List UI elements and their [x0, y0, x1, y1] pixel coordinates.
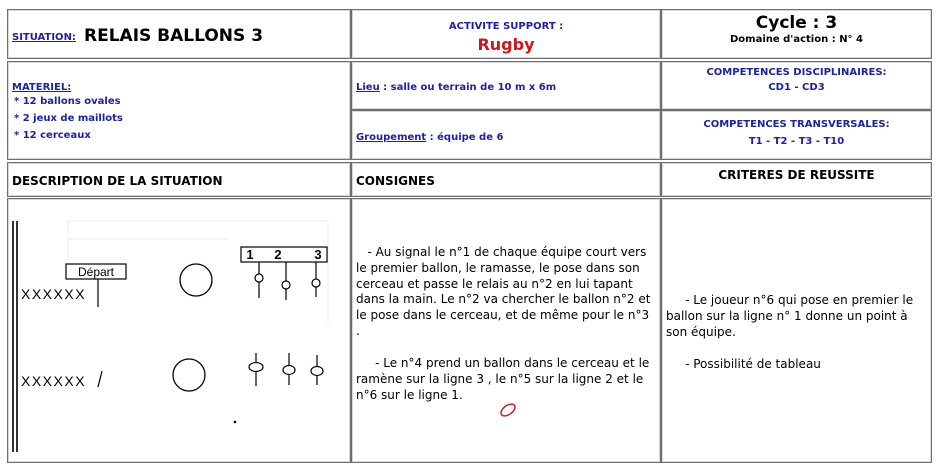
competences-disciplinaires-value: CD1 - CD3	[768, 82, 825, 93]
situation-cell	[7, 9, 351, 59]
team-2-marker	[98, 371, 102, 387]
critere-1-text: - Le joueur n°6 qui pose en premier le ballon sur la ligne n° 1 donne un point à son équipe.	[666, 293, 914, 339]
groupement-value: : équipe de 6	[426, 132, 504, 143]
critere-paragraph-2	[666, 356, 930, 372]
competences-transversales-cell	[661, 110, 932, 160]
ball-icon	[249, 363, 263, 372]
line-number-2: 2	[274, 247, 282, 262]
materiel-label: MATERIEL:	[12, 82, 72, 93]
cycle-cell	[661, 9, 932, 59]
ball-icon	[255, 274, 263, 282]
hoop-2	[173, 359, 205, 391]
lieu-cell	[351, 61, 661, 110]
materiel-item: * 2 jeux de maillots	[14, 113, 123, 124]
description-header: DESCRIPTION DE LA SITUATION	[12, 174, 223, 188]
situation-title: RELAIS BALLONS 3	[84, 26, 264, 46]
lieu-label: Lieu	[356, 82, 380, 93]
team-1-players: XXXXXX	[21, 286, 87, 302]
groupement-cell	[351, 110, 661, 160]
team-2-players: XXXXXX	[21, 373, 87, 389]
situation-diagram	[8, 199, 352, 464]
consigne-1-text: - Au signal le n°1 de chaque équipe court vers le premier ballon, le ramasse, le pose dans son cerceau et passe le relais au n°2 en lui tapant dans la main. Le n°2 va chercher le ballon n°2 et le pose dans le cerceau, et de même pour le n°3 .	[356, 245, 651, 338]
competences-transversales-value: T1 - T2 - T3 - T10	[748, 136, 845, 147]
groupement-label: Groupement	[356, 132, 427, 143]
domaine-action: Domaine d'action : N° 4	[729, 34, 863, 45]
ball-icon	[282, 281, 290, 289]
ball-icon	[311, 367, 323, 376]
situation-diagram-cell	[7, 198, 351, 463]
materiel-item: * 12 ballons ovales	[14, 96, 121, 107]
materiel-cell	[7, 61, 351, 160]
activite-cell	[351, 9, 661, 59]
ball-icon	[312, 279, 320, 287]
rugby-ball-icon	[498, 402, 518, 418]
lieu-text	[356, 82, 556, 93]
lieu-value: : salle ou terrain de 10 m x 6m	[379, 82, 557, 93]
activite-label: ACTIVITE SUPPORT :	[448, 21, 564, 32]
consignes-cell	[351, 198, 661, 463]
consignes-header-cell	[351, 162, 661, 197]
depart-label: Départ	[77, 265, 115, 279]
consigne-2-text: - Le n°4 prend un ballon dans le cerceau et le ramène sur la ligne 3 , le n°5 sur la ligne 2 et le n°6 sur le ligne 1.	[356, 356, 650, 402]
consigne-paragraph-2	[356, 356, 656, 403]
consignes-header: CONSIGNES	[356, 174, 435, 188]
materiel-list	[14, 93, 123, 144]
competences-disciplinaires-label: COMPETENCES DISCIPLINAIRES:	[706, 67, 887, 78]
ball-icon	[283, 366, 295, 375]
criteres-header: CRITERES DE REUSSITE	[718, 168, 875, 182]
description-header-cell	[7, 162, 351, 197]
line-number-3: 3	[314, 247, 322, 262]
cycle-title: Cycle : 3	[755, 13, 838, 33]
consigne-paragraph-1	[356, 245, 656, 340]
criteres-cell	[661, 198, 932, 463]
critere-paragraph-1	[666, 292, 930, 340]
line-number-1: 1	[246, 247, 254, 262]
criteres-header-cell	[661, 162, 932, 197]
groupement-text	[356, 132, 503, 143]
hoop-1	[180, 264, 212, 296]
competences-disciplinaires-cell	[661, 61, 932, 110]
diagram-dot	[234, 421, 237, 424]
situation-label: SITUATION:	[12, 32, 76, 43]
activite-value: Rugby	[477, 35, 535, 54]
critere-2-text: - Possibilité de tableau	[685, 357, 821, 371]
competences-transversales-label: COMPETENCES TRANSVERSALES:	[703, 119, 890, 130]
materiel-item: * 12 cerceaux	[14, 130, 91, 141]
